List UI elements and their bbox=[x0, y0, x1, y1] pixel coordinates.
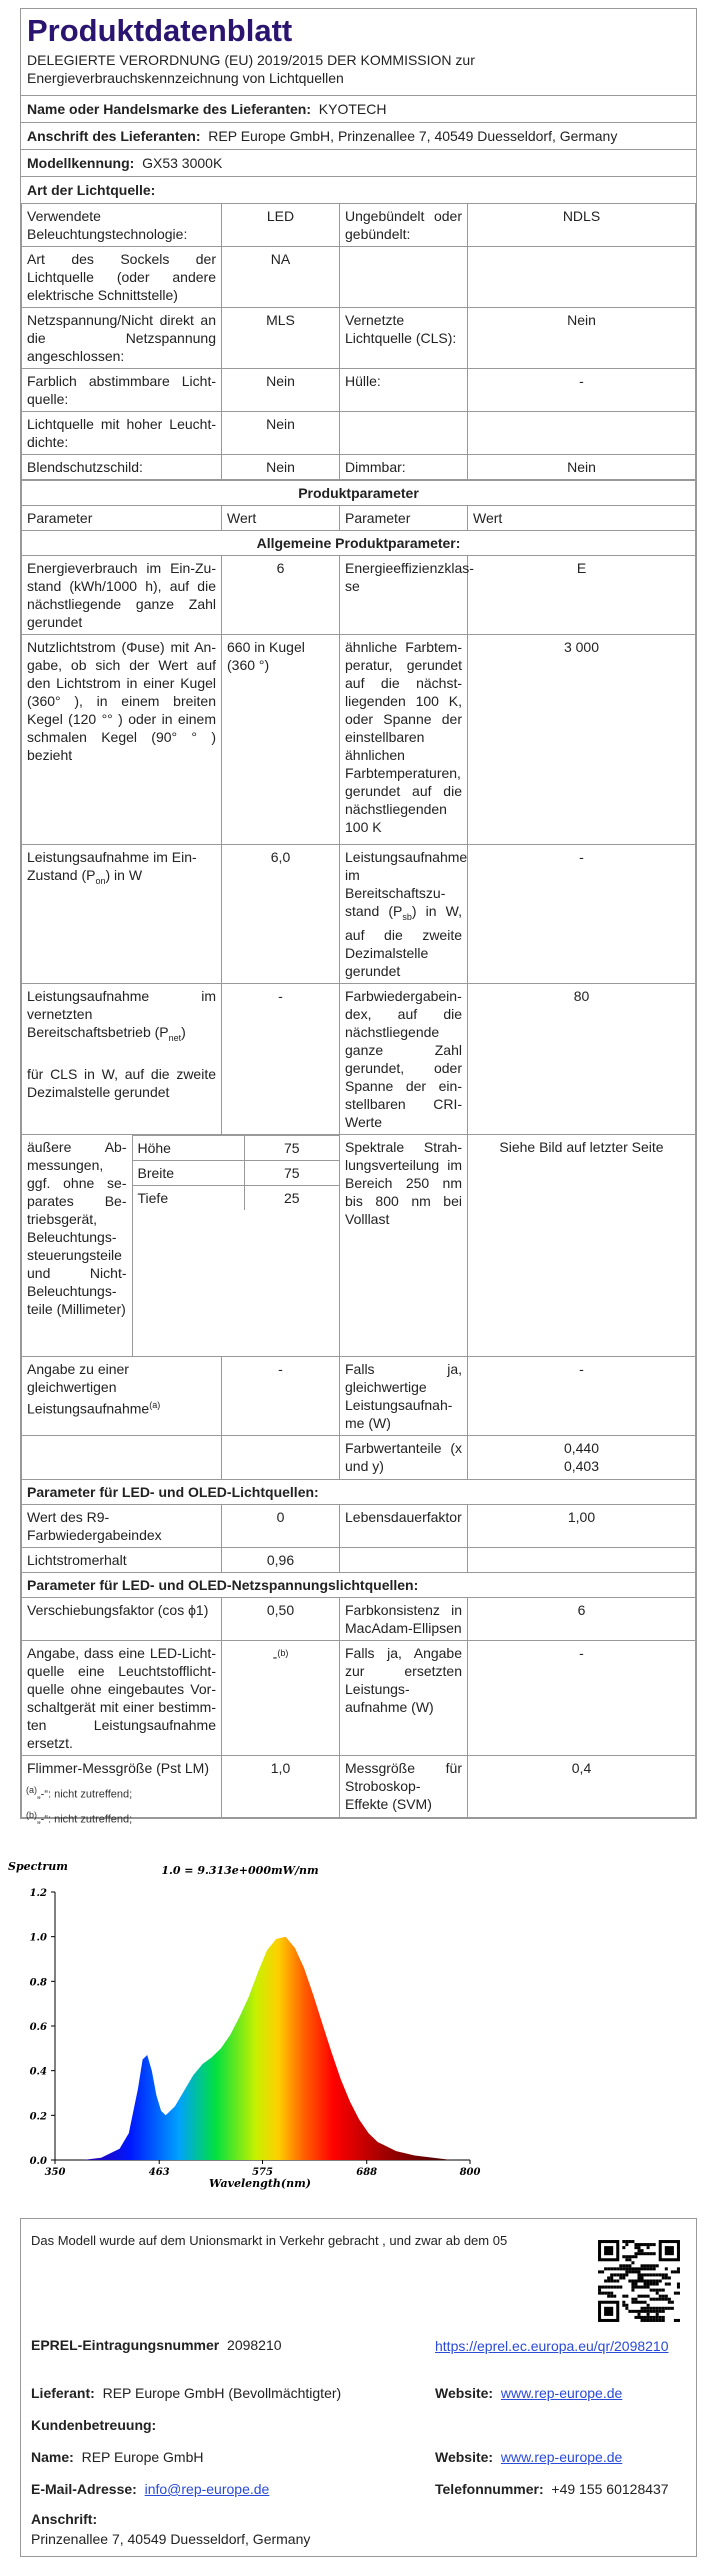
flicker-value: 1,0 bbox=[222, 1755, 340, 1817]
cri-value: 80 bbox=[468, 983, 696, 1134]
table-row bbox=[22, 455, 696, 480]
market-placement-note: Das Modell wurde auf dem Unionsmarkt in Verkehr gebracht , und zwar ab dem 05 bbox=[31, 2233, 508, 2248]
led-parameters-heading: Parameter für LED- und OLED-Lichtquellen: bbox=[22, 1479, 696, 1504]
lightsource-value: Nein bbox=[468, 308, 696, 369]
service-name-value: REP Europe GmbH bbox=[81, 2449, 204, 2465]
lightsource-value: - bbox=[468, 369, 696, 412]
lightsource-value bbox=[468, 247, 696, 308]
replaced-power-value: - bbox=[468, 1640, 696, 1755]
eprel-label: EPREL-Eintragungsnummer bbox=[31, 2337, 220, 2353]
phone-label: Telefonnummer: bbox=[435, 2481, 544, 2497]
pnet-label-text: Leistungsaufnahme im vernetzten Bereitschaftsbetrieb (P bbox=[27, 987, 216, 1040]
lightsource-label bbox=[340, 247, 468, 308]
lightsource-label: Verwendete Beleuchtungstechnologie: bbox=[22, 204, 222, 247]
column-header-value: Wert bbox=[468, 506, 696, 531]
supplier-address-row bbox=[21, 122, 696, 149]
color-consistency-label: Farbkonsistenz in MacAdam-Ellipsen bbox=[340, 1597, 468, 1640]
lightsource-value: MLS bbox=[222, 308, 340, 369]
equivalent-power-claim-label bbox=[22, 1356, 222, 1435]
y-tick-label: 0.6 bbox=[29, 2022, 47, 2033]
lightsource-value: NDLS bbox=[468, 204, 696, 247]
spectral-distribution-value: Siehe Bild auf letzter Seite bbox=[468, 1134, 696, 1356]
energy-consumption-label: Energieverbrauch im Ein-Zustand (kWh/1000 h), auf die nächstliegende ganze Zahl gerundet bbox=[22, 556, 222, 635]
supplier-name-row bbox=[21, 95, 696, 122]
stroboscopic-value: 0,4 bbox=[468, 1755, 696, 1817]
r9-label: Wert des R9-Farbwiedergabeindex bbox=[22, 1504, 222, 1547]
energy-class-value: E bbox=[468, 556, 696, 635]
pnet-value: - bbox=[222, 983, 340, 1134]
address-row bbox=[31, 2511, 97, 2527]
table-row bbox=[22, 983, 696, 1134]
dimensions-cell bbox=[22, 1134, 340, 1356]
equivalent-power-claim-value: - bbox=[222, 1356, 340, 1435]
customer-service-label: Kundenbetreuung: bbox=[31, 2417, 157, 2433]
email-label: E-Mail-Adresse: bbox=[31, 2481, 137, 2497]
survival-factor-label: Lebensdauerfaktor bbox=[340, 1504, 468, 1547]
psb-subscript: sb bbox=[402, 911, 412, 922]
table-row bbox=[22, 1504, 696, 1547]
y-tick-label: 1.0 bbox=[29, 1932, 47, 1944]
column-header-value: Wert bbox=[222, 506, 340, 531]
dimension-name: Tiefe bbox=[132, 1185, 244, 1210]
dimensions-table bbox=[22, 1135, 339, 1356]
chromaticity-y: 0,403 bbox=[563, 1457, 600, 1474]
table-row bbox=[22, 845, 696, 984]
x-tick-label: 463 bbox=[148, 2167, 170, 2178]
x-tick-label: 575 bbox=[252, 2167, 273, 2178]
model-value: GX53 3000K bbox=[142, 155, 223, 171]
page-title: Produktdatenblatt bbox=[27, 13, 293, 48]
table-row bbox=[22, 369, 696, 412]
product-data-sheet bbox=[20, 8, 697, 1819]
product-parameters-table bbox=[21, 480, 696, 1818]
eprel-link[interactable]: https://eprel.ec.europa.eu/qr/2098210 bbox=[435, 2338, 669, 2354]
eprel-number: 2098210 bbox=[227, 2337, 282, 2353]
table-header-row bbox=[22, 506, 696, 531]
dimension-value: 75 bbox=[244, 1135, 339, 1160]
pnet-label-close: ) bbox=[181, 1023, 186, 1040]
flicker-label: Flimmer-Messgröße (Pst LM) bbox=[22, 1755, 222, 1817]
service-website-link[interactable]: www.rep-europe.de bbox=[500, 2449, 623, 2465]
psb-label bbox=[340, 845, 468, 984]
spectrum-area bbox=[83, 1937, 452, 2160]
lightsource-label: Vernetzte Lichtquelle (CLS): bbox=[340, 308, 468, 369]
address-label: Anschrift: bbox=[31, 2511, 98, 2527]
website-row bbox=[435, 2385, 622, 2401]
dimension-value: 25 bbox=[244, 1185, 339, 1210]
cri-label: Farbwiedergabeindex, auf die nächstliegende ganze Zahl gerundet, oder Spanne der einstellbaren CRI-Werte bbox=[340, 983, 468, 1134]
supplier-address-label: Anschrift des Lieferanten: bbox=[27, 128, 201, 144]
supplier-name-value: KYOTECH bbox=[318, 101, 387, 117]
lightsource-heading-text: Art der Lichtquelle: bbox=[27, 182, 156, 198]
eprel-row bbox=[31, 2337, 282, 2353]
luminous-flux-value: 660 in Kugel (360 °) bbox=[222, 635, 340, 845]
pon-label-unit: ) in W bbox=[105, 867, 143, 883]
address-value: Prinzenallee 7, 40549 Duesseldorf, Germany bbox=[31, 2531, 311, 2547]
lumen-maintenance-value: 0,96 bbox=[222, 1547, 340, 1572]
luminous-flux-label: Nutzlichtstrom (Φuse) mit Angabe, ob sich der Wert auf den Lichtstrom in einer Kugel (360° ), in einem breiten Kegel (120 °° ) oder in einem schmalen Kegel (90° ° ) bezieht bbox=[22, 635, 222, 845]
replacement-claim-label: Angabe, dass eine LED-Lichtquelle eine Leuchtstofflichtquelle ohne eingebautes Vorschaltgerät mit einer bestimmten Leistungsaufnahme ersetzt. bbox=[22, 1640, 222, 1755]
psb-label-unit: ) in W, auf die zweite Dezimalstelle gerundet bbox=[345, 903, 463, 979]
r9-value: 0 bbox=[222, 1504, 340, 1547]
table-row bbox=[22, 556, 696, 635]
pnet-label bbox=[22, 983, 222, 1134]
supplier-name-label: Name oder Handelsmarke des Lieferanten: bbox=[27, 101, 311, 117]
spectrum-chart bbox=[0, 1860, 490, 2190]
displacement-factor-value: 0,50 bbox=[222, 1597, 340, 1640]
supplier-address-value: REP Europe GmbH, Prinzenallee 7, 40549 Duesseldorf, Germany bbox=[208, 128, 618, 144]
dimension-value: 75 bbox=[244, 1160, 339, 1185]
chromaticity-x: 0,440 bbox=[563, 1439, 600, 1456]
y-tick-label: 0.8 bbox=[29, 1977, 47, 1989]
cct-label: ähnliche Farbtemperatur, gerundet auf die nächstliegenden 100 K, oder Spanne der einstellbaren ähnlichen Farbtemperaturen, gerundet auf die nächstliegenden 100 K bbox=[340, 635, 468, 845]
pnet-subscript: net bbox=[168, 1032, 182, 1043]
lightsource-label: Art des Sockels der Lichtquelle (oder andere elektrische Schnittstelle) bbox=[22, 247, 222, 308]
lightsource-value: Nein bbox=[222, 369, 340, 412]
website-label: Website: bbox=[435, 2385, 494, 2401]
table-row bbox=[22, 247, 696, 308]
supplier-value: REP Europe GmbH (Bevollmächtigter) bbox=[102, 2385, 342, 2401]
phone-row bbox=[435, 2481, 669, 2497]
energy-consumption-value: 6 bbox=[222, 556, 340, 635]
supplier-label: Lieferant: bbox=[31, 2385, 95, 2401]
replaced-power-label: Falls ja, Angabe zur ersetzten Leistungsaufnahme (W) bbox=[340, 1640, 468, 1755]
lightsource-label bbox=[340, 412, 468, 455]
footnote-b-mark: (b) bbox=[26, 1810, 37, 1820]
y-tick-label: 0.4 bbox=[29, 2066, 47, 2078]
model-label: Modellkennung: bbox=[27, 155, 135, 171]
website-link[interactable]: www.rep-europe.de bbox=[500, 2385, 623, 2401]
lightsource-heading bbox=[21, 176, 696, 203]
pon-label-text: Leistungsaufnahme im Ein-Zustand (P bbox=[27, 849, 197, 883]
chart-ylabel: Spectrum bbox=[8, 1860, 68, 1873]
dimension-name: Höhe bbox=[132, 1135, 244, 1160]
service-website-row bbox=[435, 2449, 622, 2465]
regulation-subtitle: DELEGIERTE VERORDNUNG (EU) 2019/2015 DER KOMMISSION zur Energieverbrauchskennzeichnung von Lichtquellen bbox=[27, 52, 475, 86]
psb-label-text: Leistungsaufnahme im Bereitschaftszustand (P bbox=[345, 849, 468, 919]
lightsource-label: Ungebündelt oder gebündelt: bbox=[340, 204, 468, 247]
lightsource-value: Nein bbox=[222, 455, 340, 480]
displacement-factor-label: Verschiebungsfaktor (cos ϕ1) bbox=[22, 1597, 222, 1640]
table-row bbox=[22, 412, 696, 455]
column-header-parameter: Parameter bbox=[340, 506, 468, 531]
table-row bbox=[22, 1134, 696, 1356]
chart-annotation: 1.0 = 9.313e+000mW/nm bbox=[161, 1864, 319, 1877]
lightsource-value: LED bbox=[222, 204, 340, 247]
chart-xlabel: Wavelength(nm) bbox=[209, 2177, 311, 2190]
energy-class-label: Energieeffizienzklasse bbox=[340, 556, 468, 635]
table-row bbox=[22, 1547, 696, 1572]
pon-value: 6,0 bbox=[222, 845, 340, 984]
table-row bbox=[22, 1356, 696, 1435]
mains-parameters-heading: Parameter für LED- und OLED-Netzspannungslichtquellen: bbox=[22, 1572, 696, 1597]
lightsource-value: NA bbox=[222, 247, 340, 308]
chromaticity-label: Farbwertanteile (x und y) bbox=[340, 1435, 468, 1479]
footnote-a-mark: (a) bbox=[26, 1785, 37, 1795]
chromaticity-value bbox=[468, 1435, 696, 1479]
lightsource-value: Nein bbox=[222, 412, 340, 455]
qr-code-icon bbox=[595, 2237, 683, 2325]
footnote-b bbox=[26, 1810, 132, 1826]
table-row bbox=[22, 1435, 696, 1479]
footnote-mark-a: (a) bbox=[149, 1399, 161, 1410]
lightsource-value bbox=[468, 412, 696, 455]
y-tick-label: 0.2 bbox=[29, 2111, 47, 2123]
lightsource-value: Nein bbox=[468, 455, 696, 480]
column-header-parameter: Parameter bbox=[22, 506, 222, 531]
pon-label bbox=[22, 845, 222, 984]
y-tick-label: 1.2 bbox=[29, 1888, 47, 1899]
service-name-label: Name: bbox=[31, 2449, 74, 2465]
psb-value: - bbox=[468, 845, 696, 984]
equivalent-power-claim-text: Angabe zu einer gleichwertigen Leistungsaufnahme bbox=[27, 1360, 150, 1417]
equivalent-power-label: Falls ja, gleichwertige Leistungsaufnahme (W) bbox=[340, 1356, 468, 1435]
lightsource-label: Farblich abstimmbare Lichtquelle: bbox=[22, 369, 222, 412]
table-row bbox=[22, 635, 696, 845]
phone-value: +49 155 60128437 bbox=[551, 2481, 669, 2497]
product-parameters-heading: Produktparameter bbox=[22, 481, 696, 506]
pnet-label-note: für CLS in W, auf die zweite Dezimalstelle gerundet bbox=[27, 1065, 216, 1100]
dimension-row bbox=[22, 1135, 339, 1160]
x-tick-label: 350 bbox=[44, 2167, 66, 2178]
dimensions-label: äußere Abmessungen, ggf. ohne separates Betriebsgerät, Beleuchtungssteuerungsteile und Nicht-Beleuchtungsteile (Millimeter) bbox=[22, 1135, 132, 1356]
table-row bbox=[22, 1597, 696, 1640]
market-info-box bbox=[20, 2218, 697, 2557]
customer-service-heading bbox=[31, 2417, 156, 2433]
survival-factor-value: 1,00 bbox=[468, 1504, 696, 1547]
spectral-distribution-label: Spektrale Strahlungsverteilung im Bereich 250 nm bis 800 nm bei Volllast bbox=[340, 1134, 468, 1356]
stroboscopic-label: Messgröße für Stroboskop-Effekte (SVM) bbox=[340, 1755, 468, 1817]
lightsource-table bbox=[21, 203, 696, 480]
service-website-label: Website: bbox=[435, 2449, 494, 2465]
cct-value: 3 000 bbox=[468, 635, 696, 845]
dimension-name: Breite bbox=[132, 1160, 244, 1185]
x-tick-label: 688 bbox=[356, 2167, 378, 2178]
table-row bbox=[22, 308, 696, 369]
lightsource-label: Blendschutzschild: bbox=[22, 455, 222, 480]
lightsource-label: Hülle: bbox=[340, 369, 468, 412]
footnote-a bbox=[26, 1785, 132, 1801]
service-name-row bbox=[31, 2449, 203, 2465]
email-link[interactable]: info@rep-europe.de bbox=[144, 2481, 270, 2497]
table-row bbox=[22, 204, 696, 247]
replacement-claim-dash: - bbox=[272, 1648, 278, 1665]
lightsource-label: Netzspannung/Nicht direkt an die Netzspannung angeschlossen: bbox=[22, 308, 222, 369]
x-tick-label: 800 bbox=[459, 2167, 481, 2178]
footnote-a-text: „-“: nicht zutreffend; bbox=[37, 1788, 133, 1801]
lightsource-label: Lichtquelle mit hoher Leuchtdichte: bbox=[22, 412, 222, 455]
pon-subscript: on bbox=[95, 875, 106, 886]
general-parameters-heading: Allgemeine Produktparameter: bbox=[22, 531, 696, 556]
table-row bbox=[22, 1640, 696, 1755]
lumen-maintenance-label: Lichtstromerhalt bbox=[22, 1547, 222, 1572]
footnote-b-text: „-“: nicht zutreffend; bbox=[37, 1813, 133, 1826]
color-consistency-value: 6 bbox=[468, 1597, 696, 1640]
model-row bbox=[21, 149, 696, 176]
equivalent-power-value: - bbox=[468, 1356, 696, 1435]
email-row bbox=[31, 2481, 269, 2497]
supplier-row bbox=[31, 2385, 341, 2401]
y-tick-label: 0.0 bbox=[29, 2156, 47, 2167]
replacement-claim-value bbox=[222, 1640, 340, 1755]
footnote-mark-b: (b) bbox=[277, 1647, 289, 1658]
lightsource-label: Dimmbar: bbox=[340, 455, 468, 480]
